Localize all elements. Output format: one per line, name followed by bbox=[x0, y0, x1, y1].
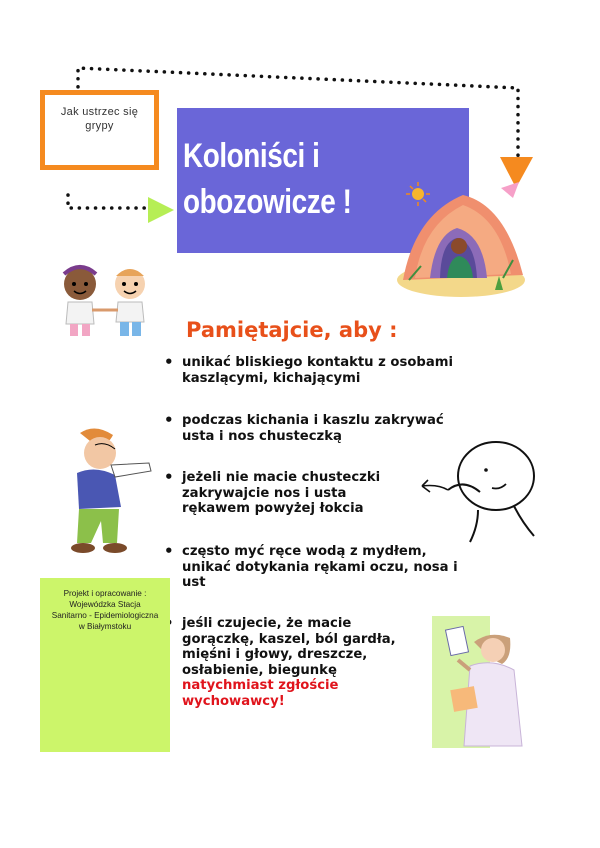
callout-box bbox=[40, 90, 159, 170]
warning-text: natychmiast zgłoście bbox=[182, 678, 339, 693]
sneezing-boy-illustration bbox=[55, 425, 165, 560]
warning-text: wychowawcy! bbox=[182, 693, 285, 709]
list-item: • jeżeli nie macie chusteczki zakrywajcie nos i usta rękawem powyżej łokcia bbox=[160, 470, 505, 517]
callout-line1: Jak ustrzec się bbox=[60, 106, 139, 118]
list-item: • podczas kichania i kaszlu zakrywać usta i nos chusteczką bbox=[160, 413, 505, 444]
tent-illustration bbox=[395, 180, 530, 305]
list-item: • jeśli czujecie, że macie gorączkę, kaszel, ból gardła, mięśni i głowy, dreszcze, osłabienie, biegunkę natychmiast zgłoście wychowawcy! bbox=[160, 616, 505, 709]
title-line2: obozowicze ! bbox=[183, 183, 352, 221]
arrow-right-icon bbox=[148, 197, 174, 223]
title-line1: Koloniści i bbox=[183, 137, 320, 175]
callout-line2: grypy bbox=[85, 120, 114, 132]
list-item: • unikać bliskiego kontaktu z osobami kaszlącymi, kichającymi bbox=[160, 355, 505, 386]
sun-icon bbox=[406, 182, 430, 206]
kids-illustration bbox=[50, 262, 160, 347]
section-heading: Pamiętajcie, aby : bbox=[186, 318, 398, 342]
credits-box: Projekt i opracowanie : Wojewódzka Stacja Sanitarno - Epidemiologiczna w Białymstoku bbox=[40, 578, 170, 752]
list-item: • często myć ręce wodą z mydłem, unikać dotykania rękami oczu, nosa i ust bbox=[160, 544, 505, 591]
